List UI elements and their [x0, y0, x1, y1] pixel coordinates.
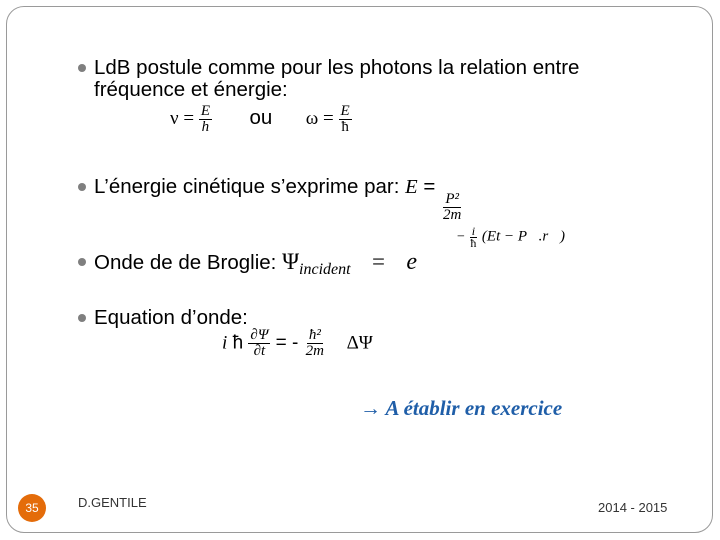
equals-minus: = - [275, 332, 299, 354]
exponential-base: e [406, 249, 418, 275]
exponent-expression: (Et − P⃗.r⃗) [481, 228, 565, 245]
denominator: h [201, 119, 210, 135]
numerator: ∂Ψ [250, 327, 269, 343]
bullet-dot [78, 258, 86, 266]
laplacian-psi: ΔΨ [346, 332, 373, 354]
footer-author: D.GENTILE [78, 495, 147, 510]
footer-year: 2014 - 2015 [598, 500, 668, 515]
numerator: ħ² [308, 327, 321, 343]
nu-symbol: ν = [170, 107, 195, 129]
bullet-text: LdB postule comme pour les photons la relation entre [94, 56, 580, 79]
denominator: 2m [443, 207, 462, 223]
imaginary-unit: i [222, 332, 228, 354]
psi-symbol: Ψ [282, 249, 300, 274]
numerator: E [200, 103, 210, 119]
wave-equation [222, 328, 373, 359]
omega-symbol: ω = [305, 107, 334, 129]
fraction [441, 192, 463, 223]
bullet-text: Onde de de Broglie: [94, 251, 277, 274]
bullet-text: Equation d’onde: [94, 306, 248, 329]
denominator: ħ [341, 119, 349, 135]
bullet-dot [78, 64, 86, 72]
numerator: i [471, 224, 476, 238]
fraction [199, 104, 212, 135]
kinetic-energy-line [94, 175, 463, 223]
slide-number-badge: 35 [18, 494, 46, 522]
denominator: ∂t [253, 343, 266, 359]
equals-sign: = [423, 175, 436, 198]
energy-symbol: E [405, 176, 418, 198]
equals-sign: = [372, 249, 385, 274]
fraction [339, 104, 352, 135]
bullet-dot [78, 314, 86, 322]
exponent [457, 226, 565, 249]
denominator: 2m [305, 343, 324, 359]
or-word: ou [249, 105, 273, 129]
bullet-text-continued: fréquence et énergie: [94, 78, 288, 101]
bullet-text: L’énergie cinétique s’exprime par: [94, 175, 400, 198]
exponent-minus: − [457, 229, 465, 245]
bullet-dot [78, 183, 86, 191]
frequency-formula [170, 104, 352, 135]
denominator: ħ [470, 236, 477, 250]
psi-subscript: incident [299, 261, 351, 279]
de-broglie-line [94, 250, 417, 282]
fraction [248, 328, 270, 359]
fraction [304, 328, 326, 359]
numerator: E [340, 103, 350, 119]
numerator: P² [445, 191, 460, 207]
fraction [468, 226, 478, 249]
exercise-note: → A établir en exercice [360, 396, 563, 420]
hbar-symbol: ħ [232, 332, 244, 354]
